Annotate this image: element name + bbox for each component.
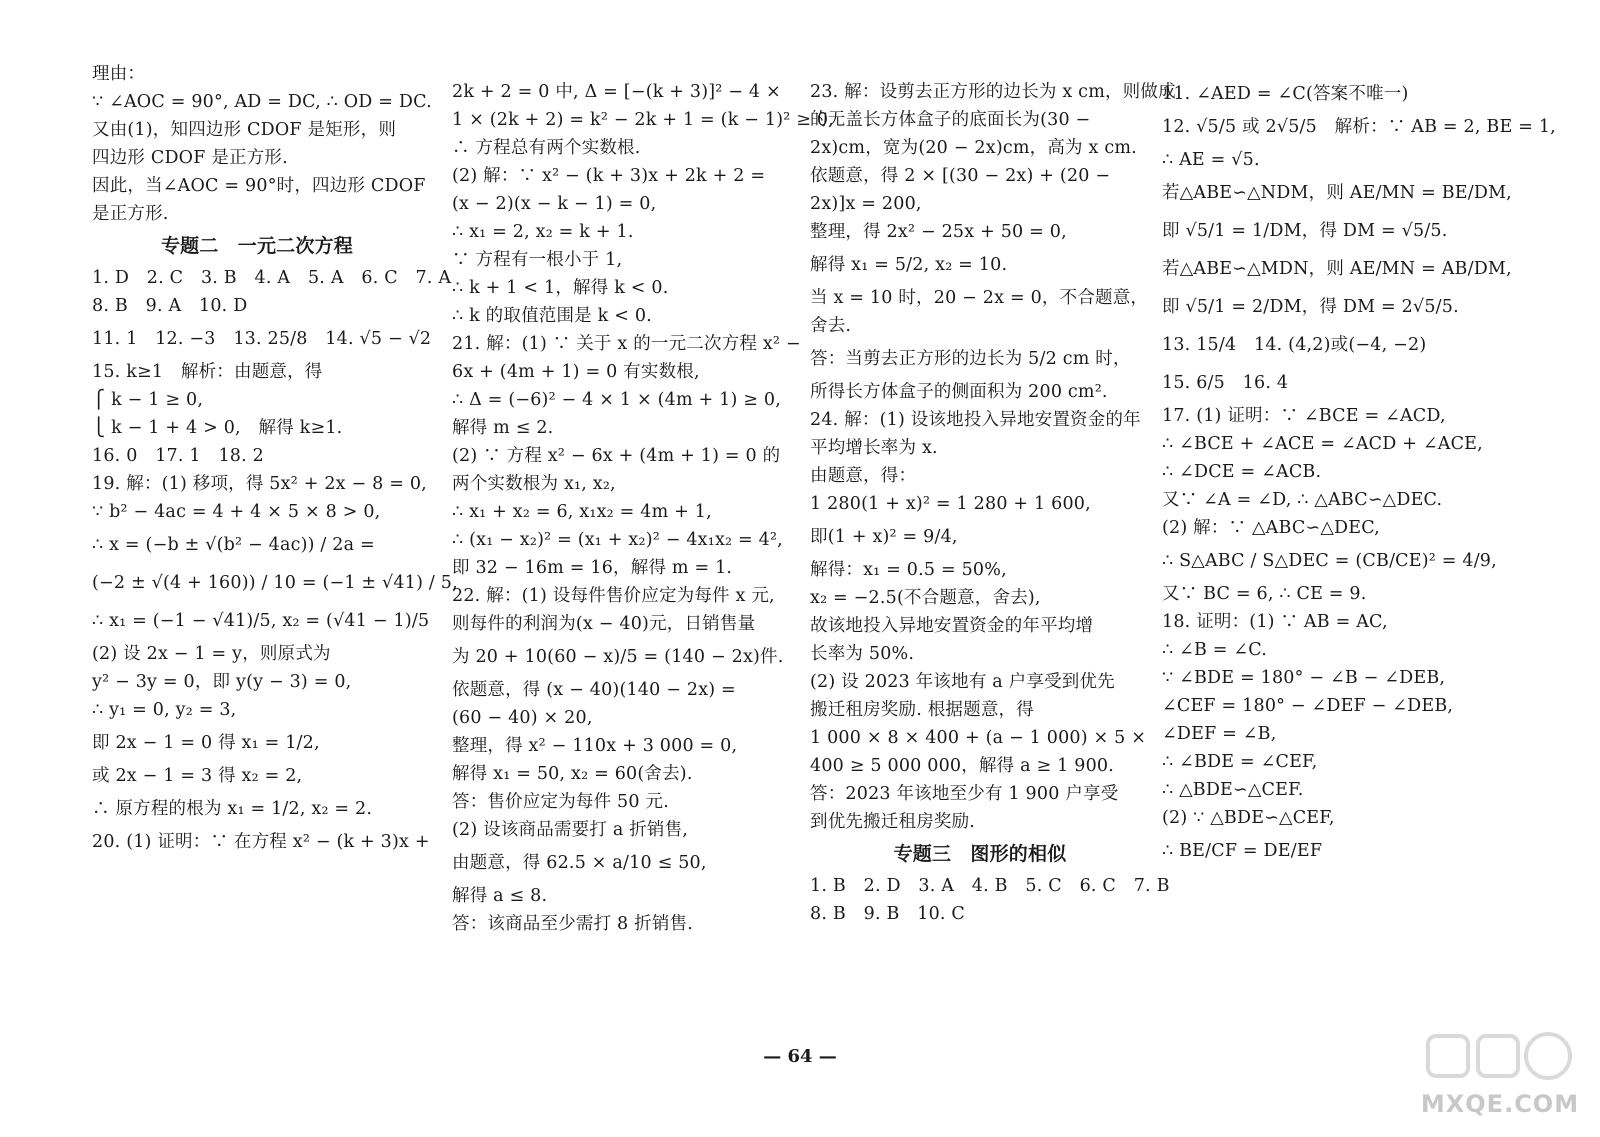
watermark-text: MXQE.COM <box>1420 1090 1580 1118</box>
text-line: 2k + 2 = 0 中, Δ = [−(k + 3)]² − 4 × <box>452 82 781 102</box>
text-line: 若△ABE∽△MDN，则 AE/MN = AB/DM, <box>1162 259 1512 279</box>
text-line: 四边形 CDOF 是正方形. <box>92 148 288 168</box>
text-line: 1 280(1 + x)² = 1 280 + 1 600, <box>810 494 1091 514</box>
text-line: 由题意，得 62.5 × a/10 ≤ 50, <box>452 853 707 873</box>
text-line: 即 √5/1 = 2/DM，得 DM = 2√5/5. <box>1162 297 1459 317</box>
column-1 <box>92 60 458 856</box>
text-line: 23. 解：设剪去正方形的边长为 x cm，则做成 <box>810 82 1176 102</box>
text-line: 1 × (2k + 2) = k² − 2k + 1 = (k − 1)² ≥ 0, <box>452 110 834 130</box>
text-line: ∴ x₁ = (−1 − √41)/5, x₂ = (√41 − 1)/5 <box>92 611 430 631</box>
text-line: ∴ 原方程的根为 x₁ = 1/2, x₂ = 2. <box>92 799 373 819</box>
text-line: ∵ ∠AOC = 90°, AD = DC, ∴ OD = DC. <box>92 92 432 112</box>
section-heading: 专题三 图形的相似 <box>893 843 1067 865</box>
column-2 <box>452 78 834 938</box>
text-line: 若△ABE∽△NDM，则 AE/MN = BE/DM, <box>1162 183 1512 203</box>
text-line: 2x)cm，宽为(20 − 2x)cm，高为 x cm. <box>810 138 1137 158</box>
text-line: ∴ y₁ = 0, y₂ = 3, <box>92 700 237 720</box>
text-line: 所得长方体盒子的侧面积为 200 cm². <box>810 382 1108 402</box>
text-line: 即(1 + x)² = 9/4, <box>810 527 958 547</box>
text-line: ∴ S△ABC / S△DEC = (CB/CE)² = 4/9, <box>1162 551 1497 571</box>
text-line: 故该地投入异地安置资金的年平均增 <box>810 616 1094 636</box>
column-3 <box>810 78 1176 928</box>
text-line: 依题意，得 (x − 40)(140 − 2x) = <box>452 680 736 700</box>
text-line: ⎩ k − 1 + 4 > 0, 解得 k≥1. <box>92 418 343 438</box>
text-line: 解得 x₁ = 50, x₂ = 60(舍去). <box>452 764 693 784</box>
text-line: 即 32 − 16m = 16，解得 m = 1. <box>452 558 733 578</box>
text-line: 答：2023 年该地至少有 1 900 户享受 <box>810 784 1119 804</box>
text-line: 6x + (4m + 1) = 0 有实数根, <box>452 362 700 382</box>
text-line: (2) 解：∵ x² − (k + 3)x + 2k + 2 = <box>452 166 766 186</box>
text-line: 15. 6/5 16. 4 <box>1162 373 1289 393</box>
text-line: ∠CEF = 180° − ∠DEF − ∠DEB, <box>1162 696 1454 716</box>
text-line: ∵ 方程有一根小于 1, <box>452 250 623 270</box>
text-line: 到优先搬迁租房奖励. <box>810 812 976 832</box>
text-line: 答：该商品至少需打 8 折销售. <box>452 914 694 934</box>
text-line: 又∵ BC = 6, ∴ CE = 9. <box>1162 584 1367 604</box>
text-line: 16. 0 17. 1 18. 2 <box>92 446 264 466</box>
text-line: 18. 证明：(1) ∵ AB = AC, <box>1162 612 1388 632</box>
text-line: ∴ ∠B = ∠C. <box>1162 640 1268 660</box>
text-line: (2) ∵ △BDE∽△CEF, <box>1162 808 1335 828</box>
text-line: 搬迁租房奖励. 根据题意，得 <box>810 700 1034 720</box>
text-line: 400 ≥ 5 000 000，解得 a ≥ 1 900. <box>810 756 1115 776</box>
text-line: 8. B 9. B 10. C <box>810 904 966 924</box>
text-line: 为 20 + 10(60 − x)/5 = (140 − 2x)件. <box>452 647 784 667</box>
section-heading: 专题二 一元二次方程 <box>160 235 353 257</box>
text-line: ∴ x = (−b ± √(b² − 4ac)) / 2a = <box>92 535 375 555</box>
text-line: y² − 3y = 0，即 y(y − 3) = 0, <box>92 672 352 692</box>
text-line: 因此，当∠AOC = 90°时，四边形 CDOF <box>92 176 426 196</box>
text-line: ∵ b² − 4ac = 4 + 4 × 5 × 8 > 0, <box>92 502 381 522</box>
text-line: ⎧ k − 1 ≥ 0, <box>92 390 204 410</box>
text-line: 即 2x − 1 = 0 得 x₁ = 1/2, <box>92 733 320 753</box>
text-line: ∴ k + 1 < 1，解得 k < 0. <box>452 278 669 298</box>
text-line: ∠DEF = ∠B, <box>1162 724 1277 744</box>
text-line: (60 − 40) × 20, <box>452 708 593 728</box>
text-line: 19. 解：(1) 移项，得 5x² + 2x − 8 = 0, <box>92 474 427 494</box>
text-line: ∴ k 的取值范围是 k < 0. <box>452 306 652 326</box>
text-line: ∴ △BDE∽△CEF. <box>1162 780 1304 800</box>
text-line: 1. D 2. C 3. B 4. A 5. A 6. C 7. A <box>92 268 452 288</box>
text-line: 1. B 2. D 3. A 4. B 5. C 6. C 7. B <box>810 876 1170 896</box>
text-line: (2) 设该商品需要打 a 折销售, <box>452 820 689 840</box>
text-line: (2) 解：∵ △ABC∽△DEC, <box>1162 518 1380 538</box>
text-line: (x − 2)(x − k − 1) = 0, <box>452 194 657 214</box>
text-line: ∴ AE = √5. <box>1162 150 1260 170</box>
text-line: ∴ x₁ = 2, x₂ = k + 1. <box>452 222 634 242</box>
text-line: 理由： <box>92 64 146 84</box>
text-line: ∴ ∠DCE = ∠ACB. <box>1162 462 1322 482</box>
text-line: (2) 设 2x − 1 = y，则原式为 <box>92 644 331 664</box>
text-line: 解得 m ≤ 2. <box>452 418 554 438</box>
text-line: ∴ ∠BCE + ∠ACE = ∠ACD + ∠ACE, <box>1162 434 1483 454</box>
text-line: 12. √5/5 或 2√5/5 解析：∵ AB = 2, BE = 1, <box>1162 117 1556 137</box>
text-line: 则每件的利润为(x − 40)元，日销售量 <box>452 614 756 634</box>
text-line: 22. 解：(1) 设每件售价应定为每件 x 元, <box>452 586 775 606</box>
text-line: 是正方形. <box>92 204 169 224</box>
text-line: 整理，得 2x² − 25x + 50 = 0, <box>810 222 1067 242</box>
text-line: 又∵ ∠A = ∠D, ∴ △ABC∽△DEC. <box>1162 490 1443 510</box>
text-line: 20. (1) 证明：∵ 在方程 x² − (k + 3)x + <box>92 832 430 852</box>
text-line: (−2 ± √(4 + 160)) / 10 = (−1 ± √41) / 5, <box>92 573 458 593</box>
text-line: 依题意，得 2 × [(30 − 2x) + (20 − <box>810 166 1111 186</box>
page-number: — 64 — <box>763 1046 837 1067</box>
text-line: (2) 设 2023 年该地有 a 户享受到优先 <box>810 672 1115 692</box>
text-line: ∴ BE/CF = DE/EF <box>1162 841 1323 861</box>
text-line: 的无盖长方体盒子的底面长为(30 − <box>810 110 1091 130</box>
text-line: 当 x = 10 时，20 − 2x = 0，不合题意， <box>810 288 1149 308</box>
text-line: 由题意，得： <box>810 466 917 486</box>
text-line: ∴ (x₁ − x₂)² = (x₁ + x₂)² − 4x₁x₂ = 4², <box>452 530 783 550</box>
text-line: 21. 解：(1) ∵ 关于 x 的一元二次方程 x² − <box>452 334 801 354</box>
text-line: 13. 15/4 14. (4,2)或(−4, −2) <box>1162 335 1427 355</box>
text-line: 或 2x − 1 = 3 得 x₂ = 2, <box>92 766 303 786</box>
text-line: 2x)]x = 200, <box>810 194 922 214</box>
text-line: 15. k≥1 解析：由题意，得 <box>92 362 323 382</box>
text-line: 又由(1)，知四边形 CDOF 是矩形，则 <box>92 120 397 140</box>
text-line: 解得 x₁ = 5/2, x₂ = 10. <box>810 255 1008 275</box>
text-line: 两个实数根为 x₁, x₂, <box>452 474 616 494</box>
text-line: 解得：x₁ = 0.5 = 50%, <box>810 560 1007 580</box>
text-line: 1 000 × 8 × 400 + (a − 1 000) × 5 × <box>810 728 1147 748</box>
text-line: 答：售价应定为每件 50 元. <box>452 792 669 812</box>
text-line: 11. ∠AED = ∠C(答案不唯一) <box>1162 84 1409 104</box>
column-4 <box>1162 80 1562 870</box>
text-line: ∴ Δ = (−6)² − 4 × 1 × (4m + 1) ≥ 0, <box>452 390 782 410</box>
text-line: 17. (1) 证明：∵ ∠BCE = ∠ACD, <box>1162 406 1446 426</box>
text-line: 答：当剪去正方形的边长为 5/2 cm 时， <box>810 349 1131 369</box>
text-line: 整理，得 x² − 110x + 3 000 = 0, <box>452 736 738 756</box>
text-line: 长率为 50%. <box>810 644 915 664</box>
text-line: 24. 解：(1) 设该地投入异地安置资金的年 <box>810 410 1141 430</box>
text-line: ∵ ∠BDE = 180° − ∠B − ∠DEB, <box>1162 668 1446 688</box>
text-line: 8. B 9. A 10. D <box>92 296 248 316</box>
text-line: 解得 a ≤ 8. <box>452 886 548 906</box>
text-line: 11. 1 12. −3 13. 25/8 14. √5 − √2 <box>92 329 432 349</box>
text-line: ∴ x₁ + x₂ = 6, x₁x₂ = 4m + 1, <box>452 502 712 522</box>
text-line: 平均增长率为 x. <box>810 438 938 458</box>
text-line: 舍去. <box>810 316 852 336</box>
text-line: 即 √5/1 = 1/DM，得 DM = √5/5. <box>1162 221 1448 241</box>
text-line: ∴ ∠BDE = ∠CEF, <box>1162 752 1318 772</box>
text-line: ∴ 方程总有两个实数根. <box>452 138 641 158</box>
text-line: (2) ∵ 方程 x² − 6x + (4m + 1) = 0 的 <box>452 446 781 466</box>
text-line: x₂ = −2.5(不合题意，舍去), <box>810 588 1041 608</box>
